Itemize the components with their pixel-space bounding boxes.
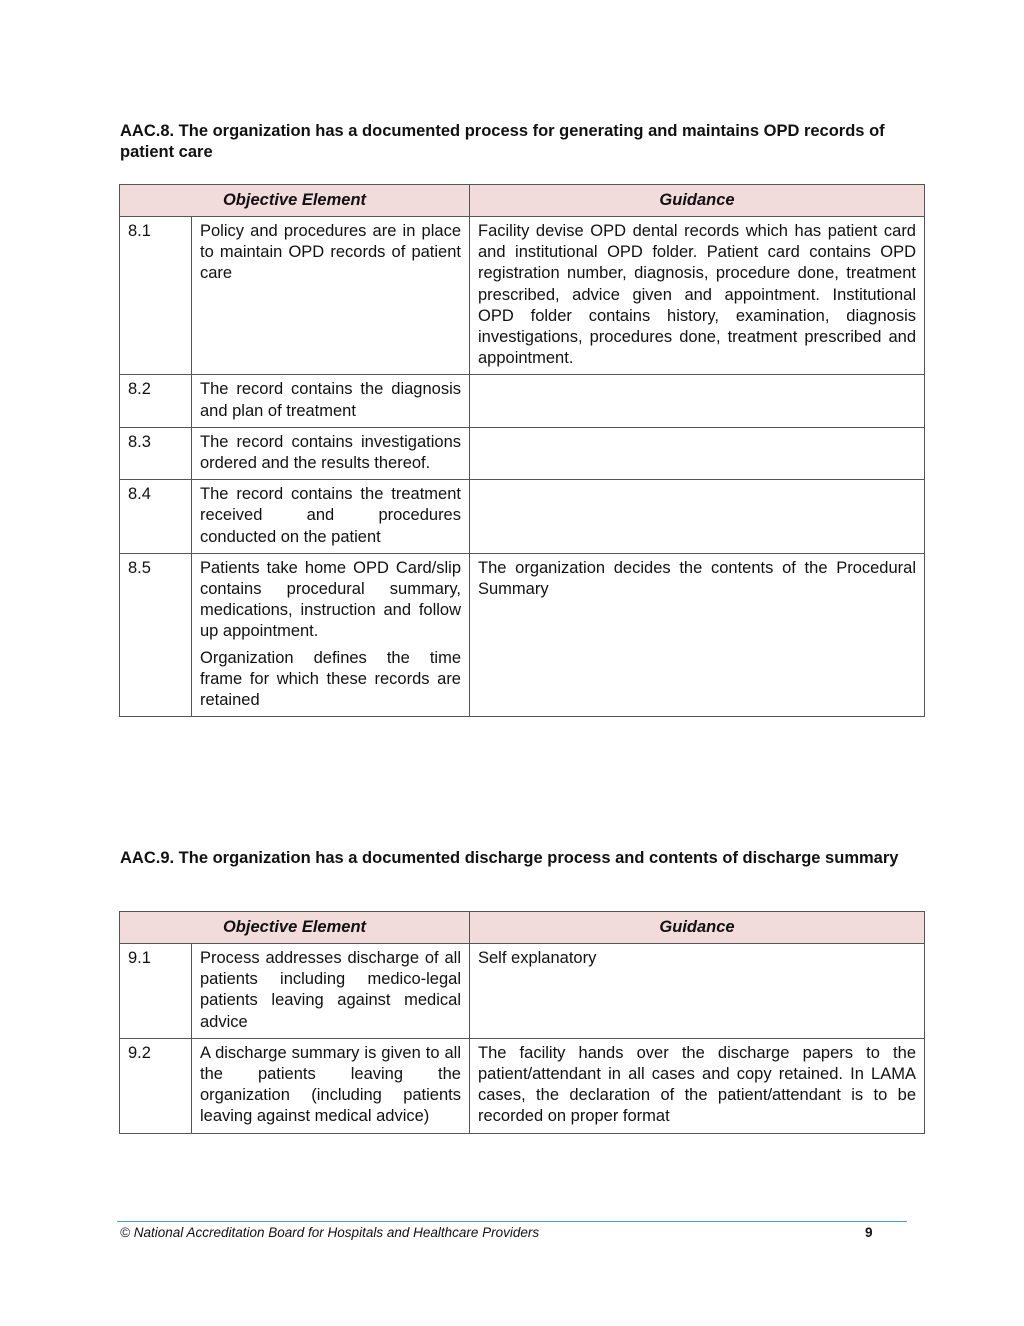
col-header-guidance: Guidance bbox=[470, 185, 925, 217]
row-number: 8.5 bbox=[120, 553, 192, 716]
objective-cell bbox=[192, 944, 470, 1039]
objective-text: Policy and procedures are in place to maintain OPD records of patient care bbox=[200, 222, 461, 283]
objective-cell bbox=[192, 375, 470, 427]
objective-cell bbox=[192, 217, 470, 375]
section-heading-aac9: AAC.9. The organization has a documented discharge process and contents of discharge summary bbox=[120, 849, 899, 867]
col-header-objective: Objective Element bbox=[120, 185, 470, 217]
table-row bbox=[120, 427, 925, 479]
table-header-row bbox=[120, 185, 925, 217]
objective-cell bbox=[192, 553, 470, 716]
guidance-cell: Self explanatory bbox=[470, 944, 925, 1039]
table-aac9 bbox=[119, 911, 925, 1134]
footer-copyright: © National Accreditation Board for Hospitals and Healthcare Providers bbox=[120, 1225, 540, 1240]
table-row bbox=[120, 375, 925, 427]
table-row bbox=[120, 553, 925, 716]
objective-cell bbox=[192, 427, 470, 479]
section-heading-aac8: AAC.8. The organization has a documented process for generating and maintains OPD records of patient care bbox=[120, 122, 885, 161]
guidance-cell: The facility hands over the discharge papers to the patient/attendant in all cases and copy retained. In LAMA cases, the declaration of the patient/attendant is to be recorded on proper format bbox=[470, 1038, 925, 1133]
table-row bbox=[120, 944, 925, 1039]
objective-text: The record contains the diagnosis and plan of treatment bbox=[200, 380, 461, 420]
objective-text: A discharge summary is given to all the patients leaving the organization (including patients leaving against medical advice) bbox=[200, 1043, 461, 1126]
objective-text-extra: Organization defines the time frame for which these records are retained bbox=[200, 648, 461, 710]
row-number: 8.1 bbox=[120, 217, 192, 375]
guidance-cell bbox=[470, 375, 925, 427]
guidance-cell bbox=[470, 427, 925, 479]
table-row bbox=[120, 217, 925, 375]
table-row bbox=[120, 1038, 925, 1133]
guidance-cell bbox=[470, 480, 925, 554]
col-header-guidance: Guidance bbox=[470, 912, 925, 944]
table-row bbox=[120, 480, 925, 554]
row-number: 9.2 bbox=[120, 1038, 192, 1133]
objective-cell bbox=[192, 1038, 470, 1133]
row-number: 8.4 bbox=[120, 480, 192, 554]
row-number: 8.2 bbox=[120, 375, 192, 427]
page-number: 9 bbox=[865, 1225, 873, 1240]
guidance-cell: The organization decides the contents of the Procedural Summary bbox=[470, 553, 925, 716]
objective-text: Patients take home OPD Card/slip contains procedural summary, medications, instruction and follow up appointment. bbox=[200, 558, 461, 641]
objective-text: The record contains the treatment received and procedures conducted on the patient bbox=[200, 485, 461, 546]
objective-cell bbox=[192, 480, 470, 554]
footer-divider bbox=[117, 1221, 907, 1222]
row-number: 8.3 bbox=[120, 427, 192, 479]
row-number: 9.1 bbox=[120, 944, 192, 1039]
guidance-cell: Facility devise OPD dental records which has patient card and institutional OPD folder. Patient card contains OPD registration number, diagnosis, procedure done, treatment prescribed, advice given and appointment. Institutional OPD folder contains history, examination, diagnosis investigations, procedures done, treatment prescribed and appointment. bbox=[470, 217, 925, 375]
col-header-objective: Objective Element bbox=[120, 912, 470, 944]
objective-text: The record contains investigations ordered and the results thereof. bbox=[200, 432, 461, 473]
table-aac8 bbox=[119, 184, 925, 717]
table-header-row bbox=[120, 912, 925, 944]
objective-text: Process addresses discharge of all patients including medico-legal patients leaving against medical advice bbox=[200, 949, 461, 1031]
